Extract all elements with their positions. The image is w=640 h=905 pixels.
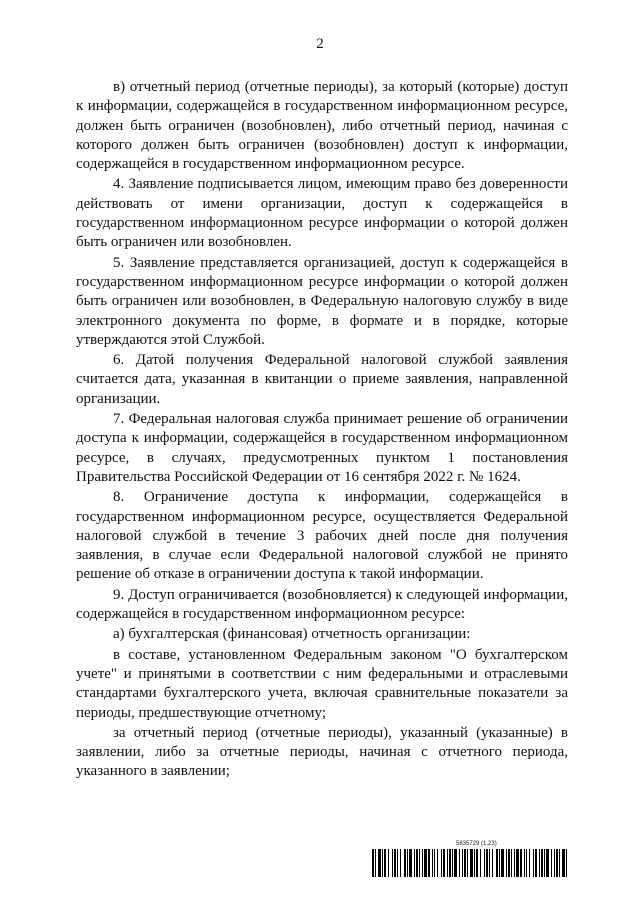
paragraph-3v: в) отчетный период (отчетные периоды), за который (которые) доступ к информации, содержащейся в государственном информационном ресурсе, должен быть ограничен (возобновлен), либо отчетный период, начиная с которого должен быть ограничен (возобновлен) доступ к информации, содержащейся в государственном информационном ресурсе. xyxy=(76,79,568,173)
paragraph-7: 7. Федеральная налоговая служба принимает решение об ограничении доступа к информации, содержащейся в государственном информационном ресурсе, в случаях, предусмотренных пунктом 1 постановления Правительства Российской Федерации от 16 сентября 2022 г. № 1624. xyxy=(76,411,568,485)
paragraph-9a-item-1: в составе, установленном Федеральным законом "О бухгалтерском учете" и принятыми в соответствии с ним федеральными и отраслевыми стандартами бухгалтерского учета, включая сравнительные показатели за периоды, предшествующие отчетному; xyxy=(76,646,568,721)
page-number: 2 xyxy=(316,36,324,52)
paragraph-9a-item-2: за отчетный период (отчетные периоды), указанный (указанные) в заявлении, либо за отчетные периоды, начиная с отчетного периода, указанного в заявлении; xyxy=(76,724,568,780)
paragraph-9a: а) бухгалтерская (финансовая) отчетность организации: xyxy=(113,626,471,643)
document-code: 5835729 (1.23) xyxy=(456,841,497,847)
paragraph-8: 8. Ограничение доступа к информации, содержащейся в государственном информационном ресурсе, осуществляется Федеральной налоговой службой в течение 3 рабочих дней после дня получения заявления, в случае если Федеральной налоговой службой не принято решение об отказе в ограничении доступа к такой информации. xyxy=(76,489,568,583)
document-body xyxy=(76,78,568,783)
paragraph-9: 9. Доступ ограничивается (возобновляется) к следующей информации, содержащейся в государственном информационном ресурсе: xyxy=(76,586,568,623)
paragraph-6: 6. Датой получения Федеральной налоговой службой заявления считается дата, указанная в квитанции о приеме заявления, направленной организации. xyxy=(76,352,568,407)
paragraph-5: 5. Заявление представляется организацией, доступ к содержащейся в государственном информационном ресурсе информации о которой должен быть ограничен или возобновлен, в Федеральную налоговую службу в виде электронного документа по форме, в формате и в порядке, которые утверждаются этой Службой. xyxy=(76,254,568,348)
barcode-image xyxy=(372,849,568,877)
paragraph-4: 4. Заявление подписывается лицом, имеющим право без доверенности действовать от имени организации, доступ к содержащейся в государственном информационном ресурсе информации о которой должен быть ограничен или возобновлен. xyxy=(76,176,568,251)
